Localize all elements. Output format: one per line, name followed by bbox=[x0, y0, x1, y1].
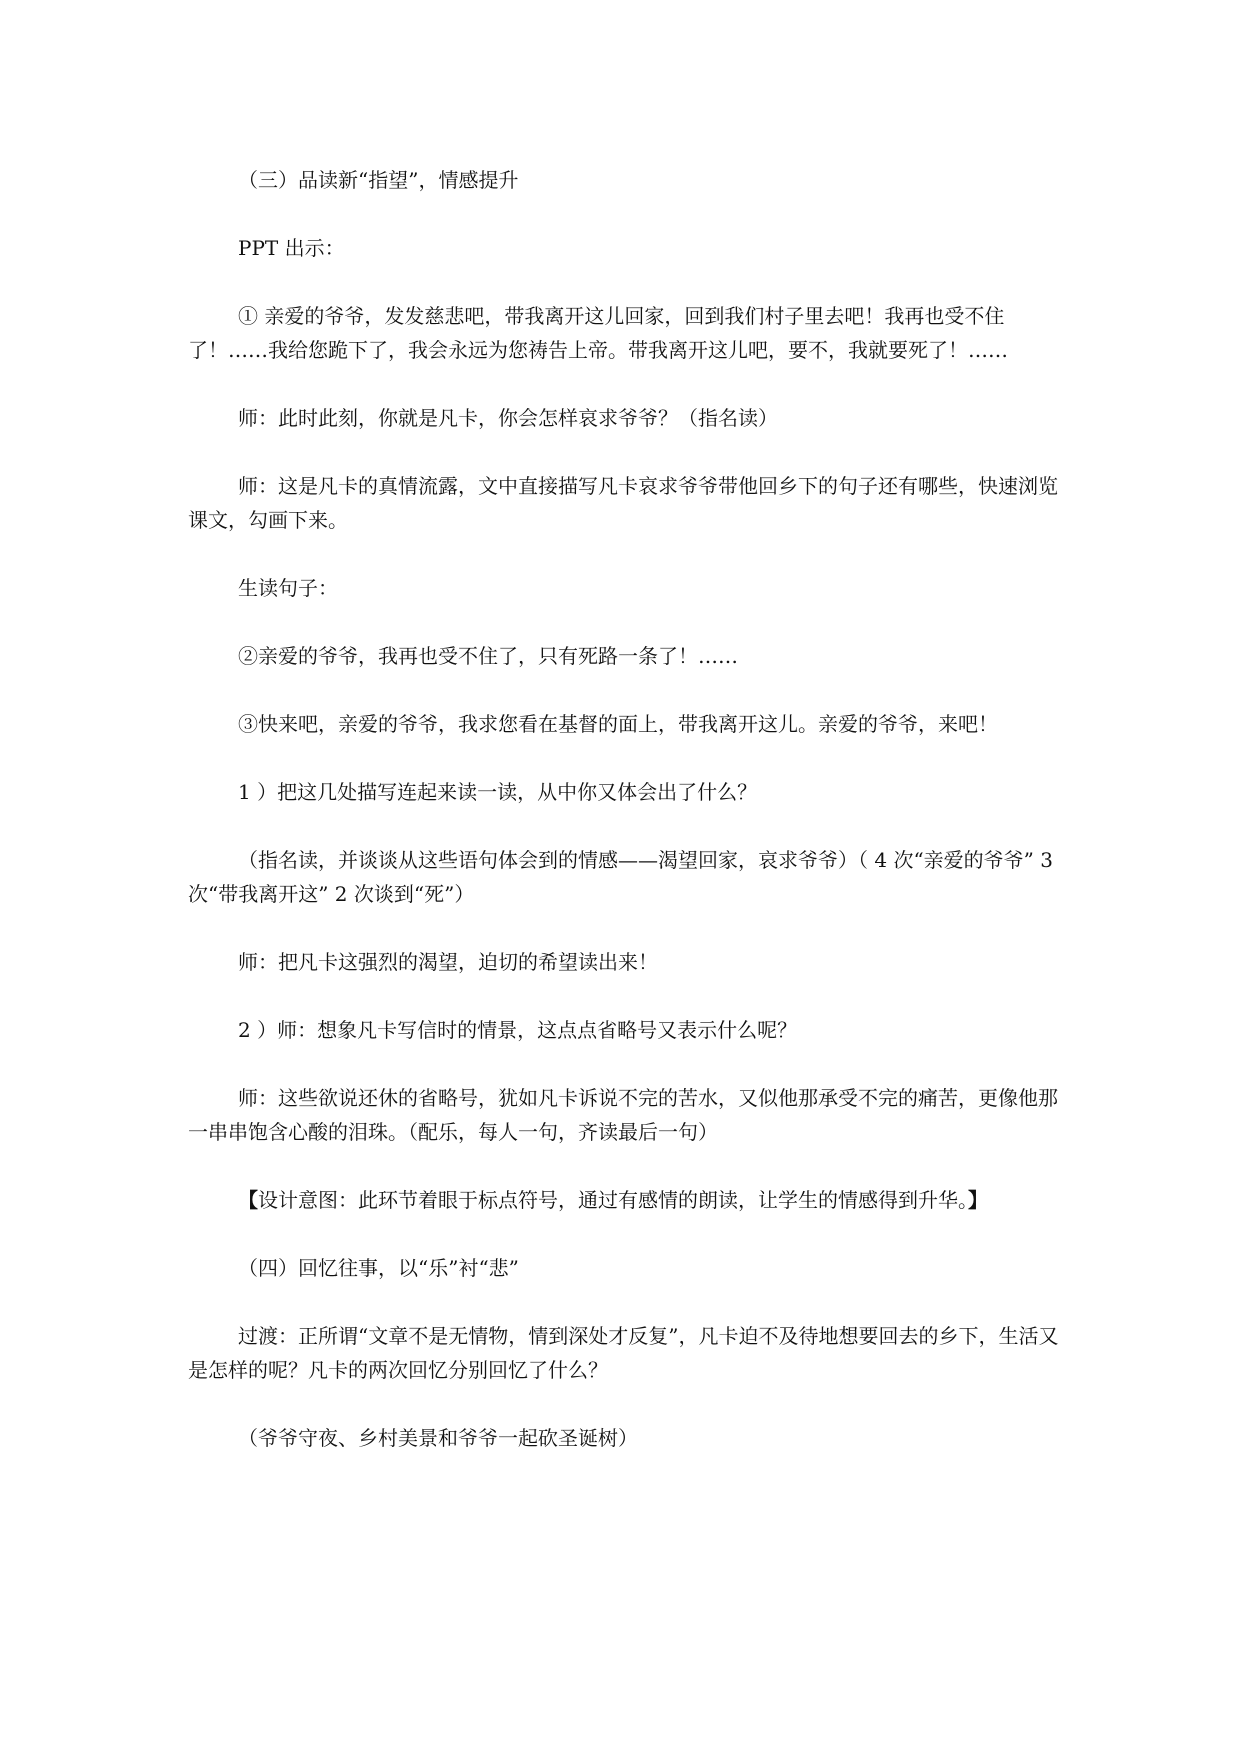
teacher-line-1: 师：此时此刻，你就是凡卡，你会怎样哀求爷爷？（指名读） bbox=[238, 406, 778, 430]
design-intent-text: 设计意图：此环节着眼于标点符号，通过有感情的朗读，让学生的情感得到升华。 bbox=[258, 1188, 968, 1212]
design-open-bracket: 【 bbox=[238, 1188, 258, 1212]
student-read-label: 生读句子： bbox=[238, 576, 338, 600]
note-reading: （指名读，并谈谈从这些语句体会到的情感——渴望回家，哀求爷爷）（ 4 次“亲爱的爷爷” 3 次“带我离开这” 2 次谈到“死”） bbox=[188, 848, 1053, 906]
teacher-line-2: 师：这是凡卡的真情流露，文中直接描写凡卡哀求爷爷带他回乡下的句子还有哪些，快速浏览课文，勾画下来。 bbox=[188, 474, 1058, 532]
quote-2: ②亲爱的爷爷，我再也受不住了，只有死路一条了！…… bbox=[238, 644, 738, 668]
quote-1: ① 亲爱的爷爷，发发慈悲吧，带我离开这儿回家，回到我们村子里去吧！我再也受不住了！……我给您跪下了，我会永远为您祷告上帝。带我离开这儿吧，要不，我就要死了！…… bbox=[188, 304, 1008, 362]
teacher-line-3: 师：把凡卡这强烈的渴望，迫切的希望读出来！ bbox=[238, 950, 658, 974]
ppt-show-label: PPT 出示： bbox=[238, 236, 345, 260]
memory-note: （爷爷守夜、乡村美景和爷爷一起砍圣诞树） bbox=[238, 1426, 638, 1450]
section-heading-3: （三）品读新“指望”，情感提升 bbox=[238, 168, 519, 192]
document-page bbox=[188, 163, 1068, 1489]
question-2: 2 ）师：想象凡卡写信时的情景，这点点省略号又表示什么呢？ bbox=[238, 1018, 798, 1042]
question-1: 1 ）把这几处描写连起来读一读，从中你又体会出了什么？ bbox=[238, 780, 758, 804]
quote-3: ③快来吧，亲爱的爷爷，我求您看在基督的面上，带我离开这儿。亲爱的爷爷，来吧！ bbox=[238, 712, 998, 736]
section-heading-4: （四）回忆往事，以“乐”衬“悲” bbox=[238, 1256, 519, 1280]
design-close-bracket: 】 bbox=[968, 1188, 988, 1212]
design-intent-note bbox=[188, 1183, 1068, 1217]
teacher-line-4: 师：这些欲说还休的省略号，犹如凡卡诉说不完的苦水，又似他那承受不完的痛苦，更像他那一串串饱含心酸的泪珠。（配乐，每人一句，齐读最后一句） bbox=[188, 1086, 1058, 1144]
transition-line: 过渡：正所谓“文章不是无情物，情到深处才反复”，凡卡迫不及待地想要回去的乡下，生活又是怎样的呢？凡卡的两次回忆分别回忆了什么？ bbox=[188, 1324, 1059, 1382]
